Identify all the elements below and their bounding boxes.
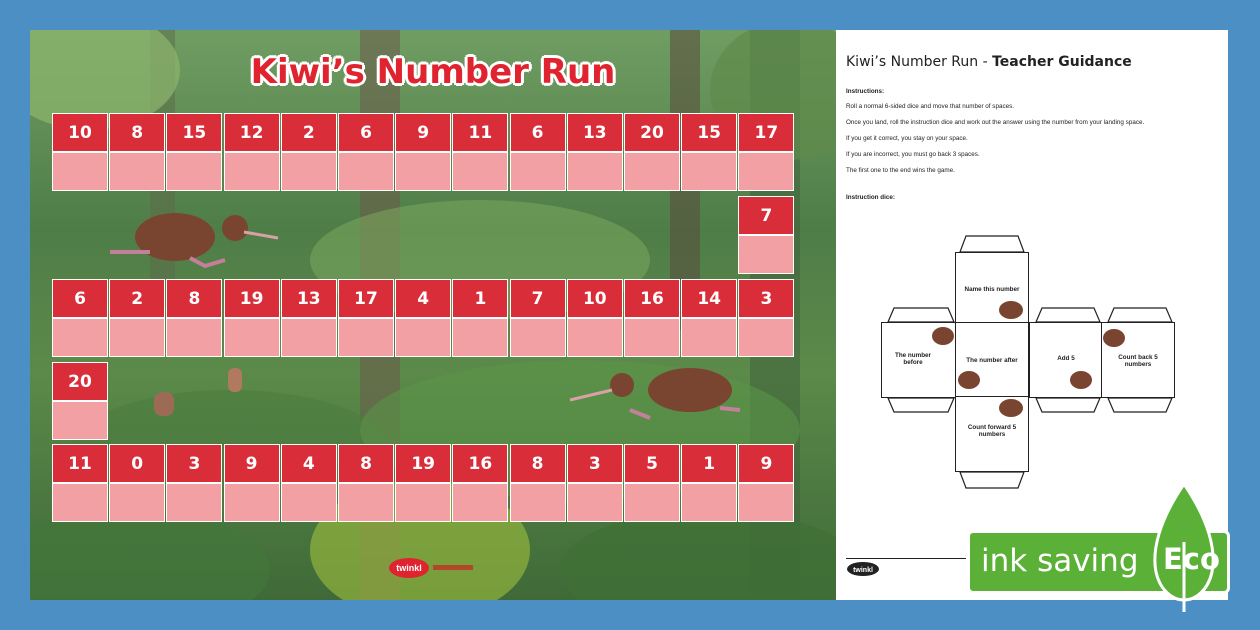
board-number-cell: 16 [624, 279, 680, 318]
board-number-cell: 10 [567, 279, 623, 318]
twinkl-logo [387, 557, 477, 579]
board-number-cell: 15 [681, 113, 737, 152]
board-title: Kiwi’s Number Run [250, 52, 616, 92]
board-blank-cell [452, 152, 508, 191]
board-number-cell: 9 [395, 113, 451, 152]
board-number-cell: 3 [738, 279, 794, 318]
face-text-bottom: Count forward 5 numbers [967, 424, 1017, 438]
board-number-cell: 5 [624, 444, 680, 483]
board-number-cell: 13 [567, 113, 623, 152]
instruction-line: The first one to the end wins the game. [846, 167, 955, 174]
svg-text:twinkl: twinkl [853, 567, 873, 574]
board-blank-cell [281, 152, 337, 191]
board-blank-cell [166, 152, 222, 191]
instruction-line: Once you land, roll the instruction dice and work out the answer using the number from your landing space. [846, 119, 1145, 126]
game-board [30, 30, 836, 600]
board-number-cell: 2 [281, 113, 337, 152]
board-number-cell: 17 [738, 113, 794, 152]
board-number-cell: 8 [510, 444, 566, 483]
board-blank-cell [624, 318, 680, 357]
dice-heading: Instruction dice: [846, 194, 895, 201]
board-blank-cell [109, 483, 165, 522]
board-blank-cell [224, 483, 280, 522]
board-blank-cell [395, 318, 451, 357]
board-number-cell: 10 [52, 113, 108, 152]
board-number-cell: 11 [52, 444, 108, 483]
board-blank-cell [166, 318, 222, 357]
footer-rule [846, 558, 966, 559]
board-number-cell: 8 [166, 279, 222, 318]
board-blank-cell [452, 483, 508, 522]
board-blank-cell [738, 318, 794, 357]
board-number-cell: 16 [452, 444, 508, 483]
board-blank-cell [338, 318, 394, 357]
board-blank-cell [166, 483, 222, 522]
board-number-cell: 12 [224, 113, 280, 152]
board-blank-cell [224, 152, 280, 191]
board-number-cell: 17 [338, 279, 394, 318]
footer-twinkl-logo [846, 562, 880, 576]
board-blank-cell [338, 483, 394, 522]
board-number-cell: 19 [224, 279, 280, 318]
board-blank-cell [510, 152, 566, 191]
board-blank-cell [224, 318, 280, 357]
face-text-right2: Count back 5 numbers [1118, 354, 1158, 368]
face-text-right1: Add 5 [1057, 355, 1075, 362]
board-number-cell: 9 [224, 444, 280, 483]
board-blank-cell [624, 152, 680, 191]
board-blank-cell [567, 483, 623, 522]
board-blank-cell [395, 152, 451, 191]
board-number-cell: 4 [281, 444, 337, 483]
board-number-cell: 3 [166, 444, 222, 483]
board-blank-cell [681, 483, 737, 522]
instructions-heading: Instructions: [846, 88, 885, 95]
board-number-cell: 2 [109, 279, 165, 318]
face-text-center: The number after [966, 357, 1018, 364]
board-number-cell: 7 [510, 279, 566, 318]
board-blank-cell [738, 152, 794, 191]
svg-text:twinkl: twinkl [396, 563, 422, 573]
board-number-cell: 7 [738, 196, 794, 235]
board-blank-cell [567, 152, 623, 191]
board-blank-cell [567, 318, 623, 357]
board-number-cell: 14 [681, 279, 737, 318]
board-blank-cell [738, 483, 794, 522]
board-blank-cell [52, 152, 108, 191]
kiwi-bird-left [110, 213, 278, 266]
board-blank-cell [52, 401, 108, 440]
board-number-cell: 11 [452, 113, 508, 152]
board-number-cell: 6 [338, 113, 394, 152]
board-blank-cell [109, 318, 165, 357]
instruction-line: If you get it correct, you stay on your space. [846, 135, 968, 142]
face-text-left: The number before [894, 352, 932, 366]
board-number-cell: 15 [166, 113, 222, 152]
board-number-cell: 8 [338, 444, 394, 483]
board-number-cell: 13 [281, 279, 337, 318]
board-number-cell: 4 [395, 279, 451, 318]
guidance-title: Kiwi’s Number Run - Teacher Guidance [846, 54, 1132, 70]
board-blank-cell [52, 318, 108, 357]
face-text-top: Name this number [964, 286, 1020, 293]
board-number-cell: 9 [738, 444, 794, 483]
board-number-cell: 6 [510, 113, 566, 152]
instruction-line: Roll a normal 6-sided dice and move that number of spaces. [846, 103, 1015, 110]
board-number-cell: 3 [567, 444, 623, 483]
board-blank-cell [395, 483, 451, 522]
dice-tabs [836, 30, 1228, 500]
board-number-cell: 20 [52, 362, 108, 401]
ink-saving-label: ink saving [981, 543, 1139, 579]
board-blank-cell [624, 483, 680, 522]
board-blank-cell [109, 152, 165, 191]
board-blank-cell [281, 318, 337, 357]
board-number-cell: 1 [452, 279, 508, 318]
instruction-line: If you are incorrect, you must go back 3 spaces. [846, 151, 980, 158]
board-blank-cell [281, 483, 337, 522]
board-blank-cell [510, 318, 566, 357]
board-number-cell: 6 [52, 279, 108, 318]
board-blank-cell [52, 483, 108, 522]
board-number-cell: 0 [109, 444, 165, 483]
board-blank-cell [510, 483, 566, 522]
board-blank-cell [338, 152, 394, 191]
board-number-cell: 8 [109, 113, 165, 152]
board-number-cell: 20 [624, 113, 680, 152]
board-number-cell: 1 [681, 444, 737, 483]
board-blank-cell [738, 235, 794, 274]
board-blank-cell [681, 152, 737, 191]
eco-label: Eco [1163, 542, 1220, 576]
board-blank-cell [681, 318, 737, 357]
board-blank-cell [452, 318, 508, 357]
board-number-cell: 19 [395, 444, 451, 483]
